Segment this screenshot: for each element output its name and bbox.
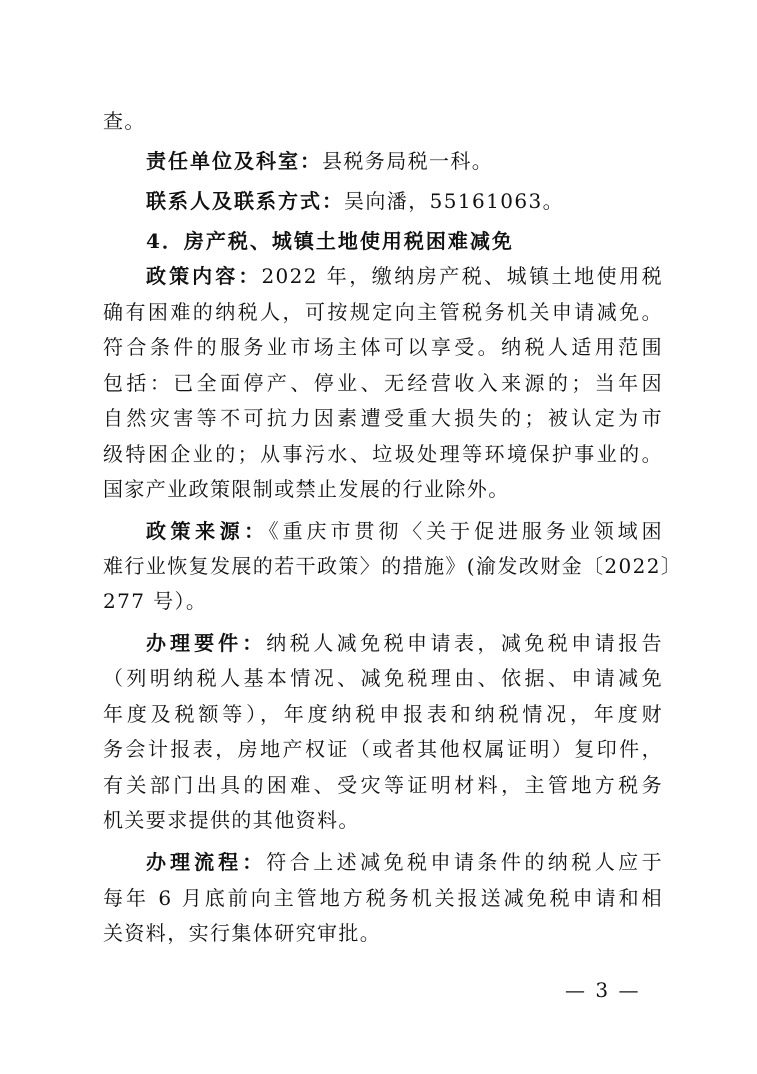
policy-content-label: 政策内容： — [146, 264, 262, 288]
section-heading: 4．房产税、城镇土地使用税困难减免 — [146, 229, 514, 253]
policy-source-label: 政策来源： — [146, 519, 269, 543]
requirements-line: 机关要求提供的其他资料。 — [103, 808, 360, 832]
process-line: 每年 6 月底前向主管地方税务机关报送减免税申请和相 — [103, 886, 663, 910]
policy-source-first-line — [146, 515, 663, 547]
policy-content-line: 符合条件的服务业市场主体可以享受。纳税人适用范围 — [103, 335, 663, 359]
contact-value: 吴向潘，55161063。 — [344, 189, 564, 213]
requirements-line: 务会计报表，房地产权证（或者其他权属证明）复印件， — [103, 737, 663, 761]
policy-content-first-line — [146, 260, 663, 292]
policy-source-text: 《重庆市贯彻〈关于促进服务业领域困 — [268, 519, 663, 543]
policy-content-line: 自然灾害等不可抗力因素遭受重大损失的；被认定为市 — [103, 406, 663, 430]
requirements-first-line — [146, 627, 663, 659]
policy-content-line: 确有困难的纳税人，可按规定向主管税务机关申请减免。 — [103, 300, 663, 324]
responsible-unit-label: 责任单位及科室： — [146, 149, 322, 173]
requirements-text: 纳税人减免税申请表，减免税申请报告 — [266, 631, 664, 655]
requirements-line: 年度及税额等），年度纳税申报表和纳税情况，年度财 — [103, 702, 663, 726]
contact-label: 联系人及联系方式： — [146, 189, 344, 213]
responsible-unit-value: 县税务局税一科。 — [322, 149, 494, 173]
policy-content-line: 包括：已全面停产、停业、无经营收入来源的；当年因 — [103, 371, 663, 395]
requirements-line: （列明纳税人基本情况、减免税理由、依据、申请减免 — [103, 666, 663, 690]
process-text: 符合上述减免税申请条件的纳税人应于 — [266, 850, 664, 874]
responsible-unit-line — [146, 145, 663, 177]
contact-line — [146, 185, 663, 217]
process-first-line — [146, 846, 663, 878]
page-number: — 3 — — [565, 978, 641, 1002]
continuation-text: 查。 — [103, 109, 146, 133]
policy-source-line: 难行业恢复发展的若干政策〉的措施》(渝发改财金〔2022〕 — [103, 554, 683, 578]
policy-source-line: 277 号）。 — [103, 589, 208, 613]
process-line: 关资料，实行集体研究审批。 — [103, 921, 382, 945]
policy-content-line: 级特困企业的；从事污水、垃圾处理等环境保护事业的。 — [103, 442, 663, 466]
requirements-line: 有关部门出具的困难、受灾等证明材料，主管地方税务 — [103, 773, 663, 797]
policy-content-line: 国家产业政策限制或禁止发展的行业除外。 — [103, 477, 510, 501]
policy-content-text: 2022 年，缴纳房产税、城镇土地使用税 — [261, 264, 663, 288]
process-label: 办理流程： — [146, 850, 267, 874]
requirements-label: 办理要件： — [146, 631, 267, 655]
